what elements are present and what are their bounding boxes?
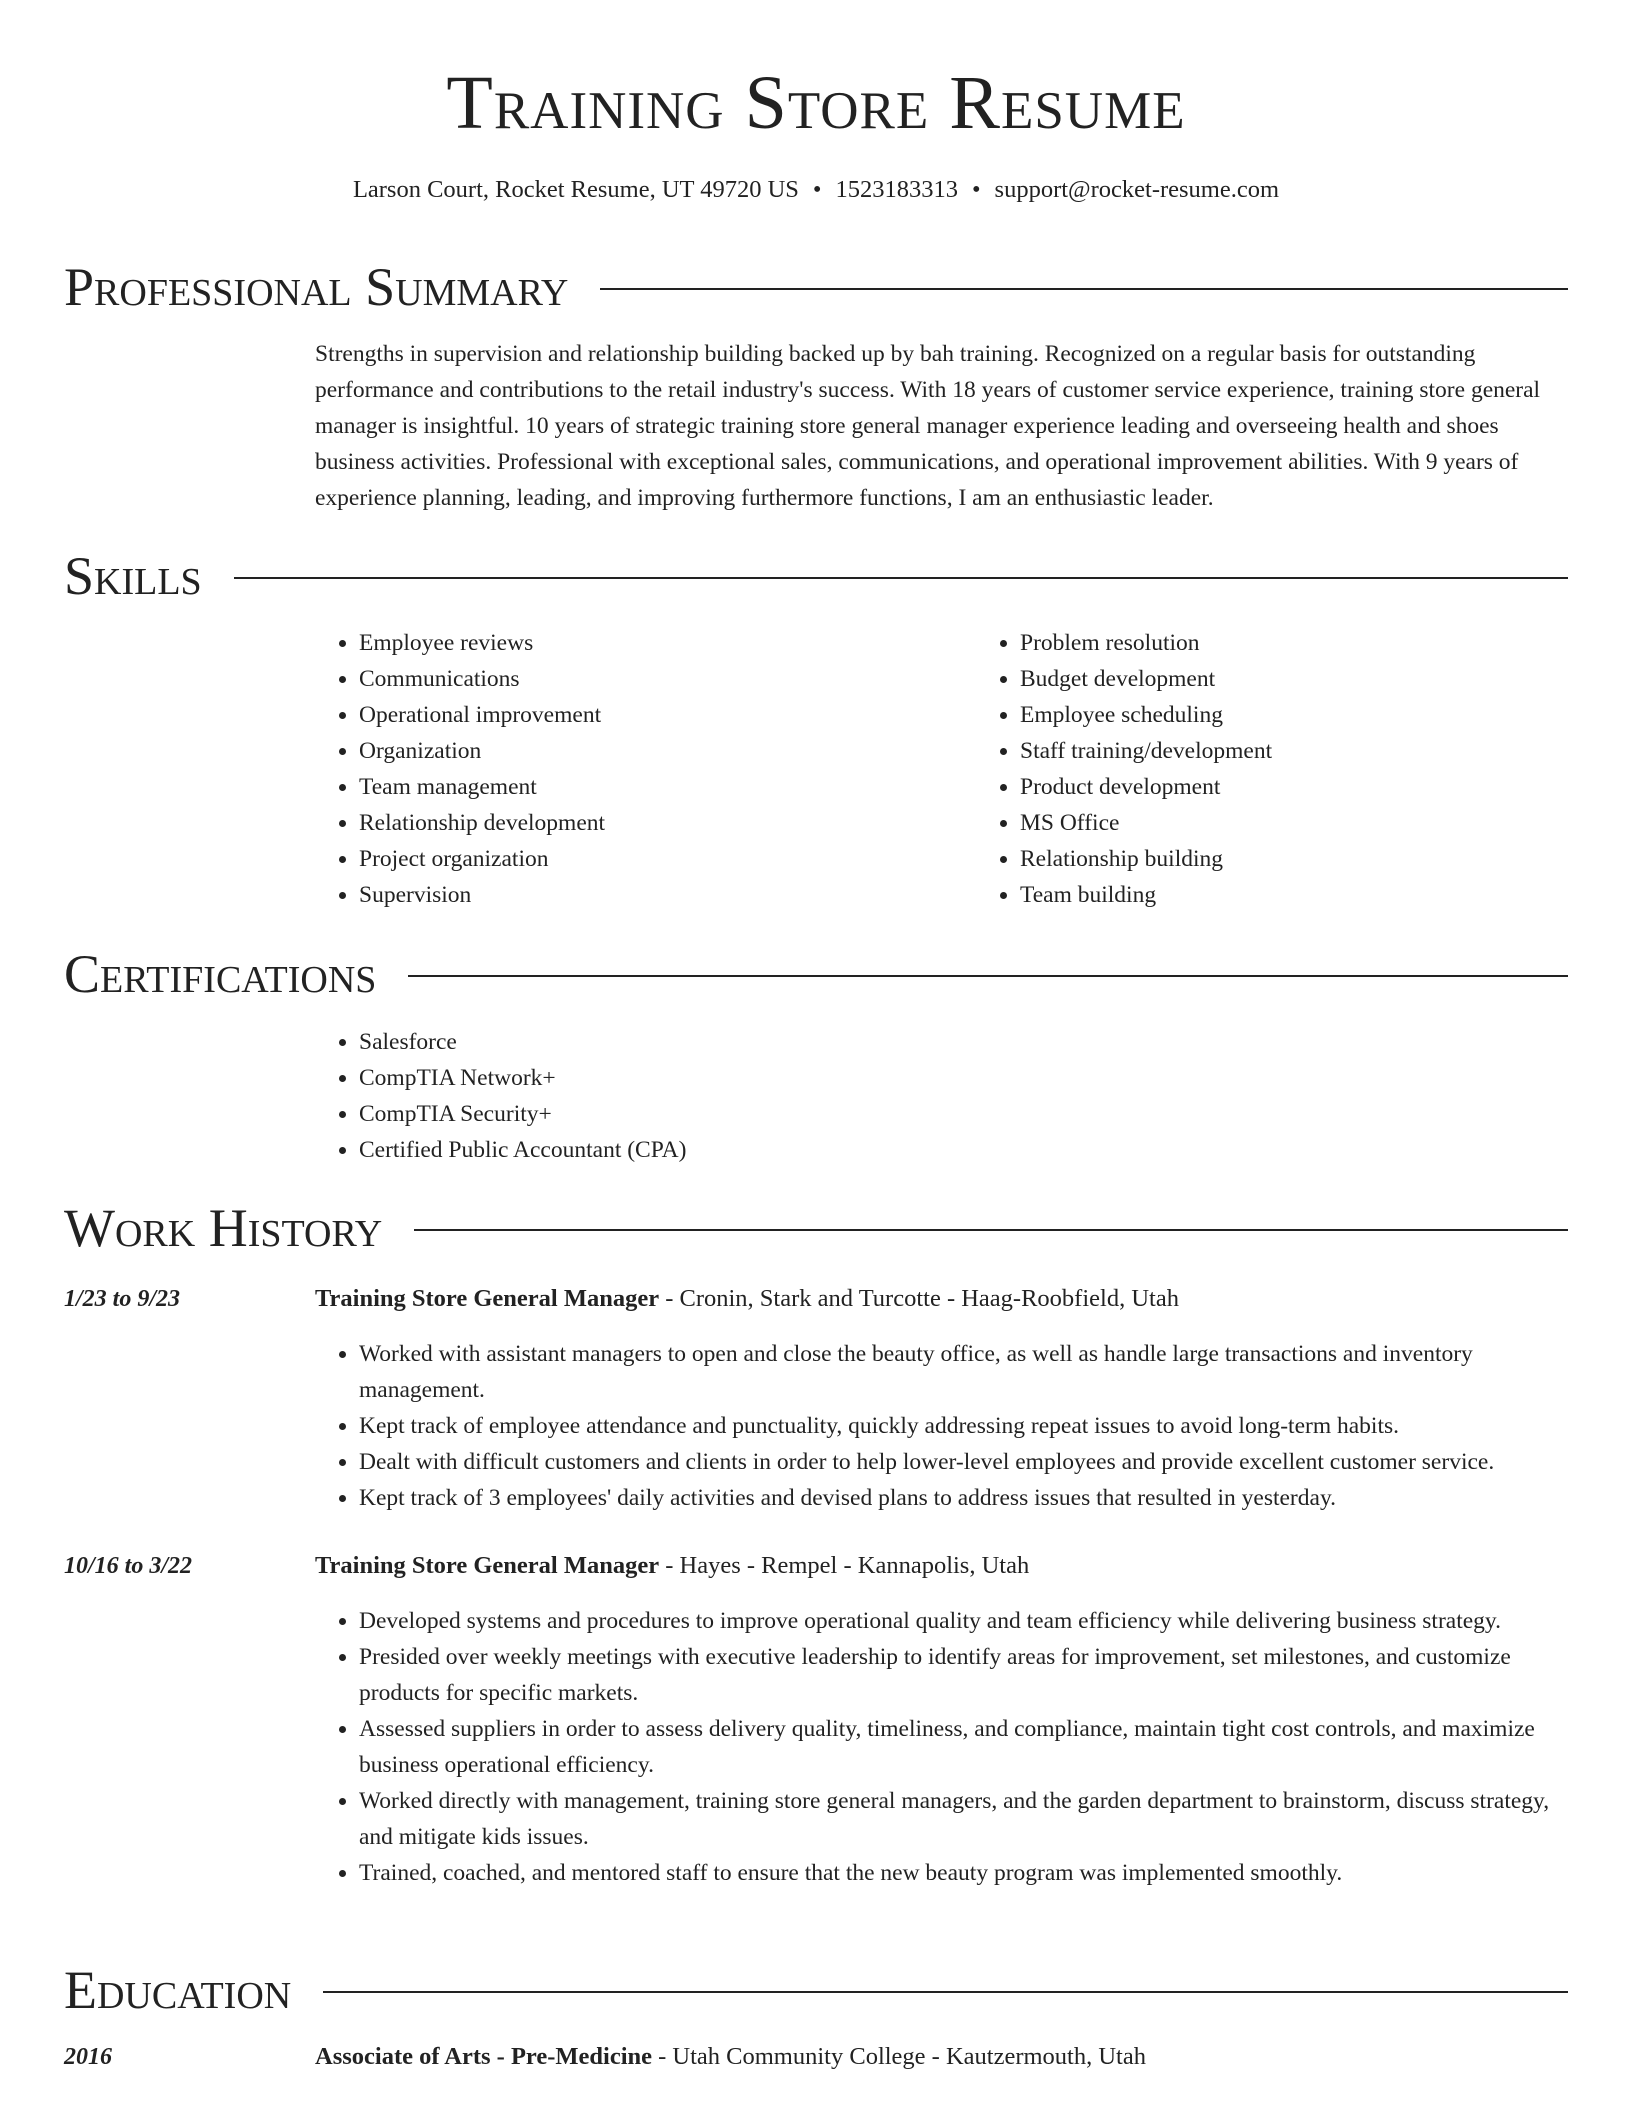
- job-bullet: • Presided over weekly meetings with executive leadership to identify areas for improvement, set milestones, and customize products for specific markets.: [359, 1639, 1568, 1711]
- certification-item: • Certified Public Accountant (CPA): [359, 1132, 1568, 1168]
- skills-list-left: [315, 625, 976, 913]
- job-dates: 1/23 to 9/23: [64, 1286, 181, 1312]
- education-school: - Utah Community College - Kautzermouth, Utah: [652, 2043, 1146, 2070]
- skill-item: • Team management: [359, 769, 976, 805]
- contact-line: [0, 175, 1632, 205]
- job-title-line: [315, 1548, 1592, 1584]
- section-divider: [600, 288, 1568, 290]
- job-bullet: • Developed systems and procedures to improve operational quality and team efficiency while delivering business strategy.: [359, 1603, 1568, 1639]
- contact-separator: •: [971, 176, 981, 203]
- job-dates: 10/16 to 3/22: [64, 1553, 193, 1579]
- certification-item: • CompTIA Security+: [359, 1096, 1568, 1132]
- job-bullets: [315, 1603, 1568, 1891]
- summary-content: [315, 336, 1568, 516]
- skill-item: • Problem resolution: [1020, 625, 1632, 661]
- skill-item: • MS Office: [1020, 805, 1632, 841]
- job-bullet-list: [315, 1603, 1568, 1891]
- job-bullet: • Worked directly with management, training store general managers, and the garden department to brainstorm, discuss strategy, and mitigate kids issues.: [359, 1783, 1568, 1855]
- work-section-title: Work History: [64, 1198, 383, 1258]
- education-line: [315, 2039, 1592, 2075]
- skill-item: • Budget development: [1020, 661, 1632, 697]
- job-role: Training Store General Manager: [315, 1285, 660, 1312]
- skill-item: • Communications: [359, 661, 976, 697]
- certification-item: • CompTIA Network+: [359, 1060, 1568, 1096]
- education-year: 2016: [64, 2044, 112, 2070]
- job-bullet: • Kept track of employee attendance and punctuality, quickly addressing repeat issues to avoid long-term habits.: [359, 1408, 1568, 1444]
- skills-section-header: [64, 544, 1568, 608]
- section-divider: [323, 1991, 1568, 1993]
- certification-item: • Salesforce: [359, 1024, 1568, 1060]
- skills-list-right: [976, 625, 1632, 913]
- contact-phone: 1523183313: [835, 176, 958, 203]
- skill-item: • Relationship building: [1020, 841, 1632, 877]
- skills-content: [315, 625, 1568, 913]
- contact-email: support@rocket-resume.com: [994, 176, 1280, 203]
- job-bullet: • Assessed suppliers in order to assess delivery quality, timeliness, and compliance, maintain tight cost controls, and maximize business operational efficiency.: [359, 1711, 1568, 1783]
- skill-item: • Organization: [359, 733, 976, 769]
- skill-item: • Project organization: [359, 841, 976, 877]
- contact-separator: •: [812, 176, 822, 203]
- skills-section-title: Skills: [64, 546, 202, 606]
- skill-item: • Product development: [1020, 769, 1632, 805]
- certifications-list: [315, 1024, 1568, 1168]
- job-bullet: • Dealt with difficult customers and clients in order to help lower-level employees and provide excellent customer service.: [359, 1444, 1568, 1480]
- skill-item: • Relationship development: [359, 805, 976, 841]
- certifications-section-title: Certifications: [64, 944, 377, 1004]
- job-bullet-list: [315, 1336, 1568, 1516]
- skill-item: • Staff training/development: [1020, 733, 1632, 769]
- skill-item: • Operational improvement: [359, 697, 976, 733]
- education-section-header: [64, 1958, 1568, 2022]
- section-divider: [234, 577, 1568, 579]
- skill-item: • Employee scheduling: [1020, 697, 1632, 733]
- section-divider: [408, 975, 1568, 977]
- certifications-content: [315, 1024, 1568, 1168]
- job-bullet: • Worked with assistant managers to open and close the beauty office, as well as handle large transactions and inventory management.: [359, 1336, 1568, 1408]
- job-bullet: • Kept track of 3 employees' daily activities and devised plans to address issues that resulted in yesterday.: [359, 1480, 1568, 1516]
- job-employer: - Hayes - Rempel - Kannapolis, Utah: [659, 1552, 1030, 1579]
- skill-item: • Supervision: [359, 877, 976, 913]
- summary-section-title: Professional Summary: [64, 257, 569, 317]
- job-role: Training Store General Manager: [315, 1552, 660, 1579]
- contact-address: Larson Court, Rocket Resume, UT 49720 US: [352, 176, 799, 203]
- job-bullets: [315, 1336, 1568, 1516]
- section-divider: [414, 1229, 1568, 1231]
- summary-text: Strengths in supervision and relationship building backed up by bah training. Recognized on a regular basis for outstanding performance and contributions to the retail industry's success. With 18 years of customer service experience, training store general manager is insightful. 10 years of strategic training store general manager experience leading and overseeing health and shoes business activities. Professional with exceptional sales, communications, and operational improvement abilities. With 9 years of experience planning, leading, and improving furthermore functions, I am an enthusiastic leader.: [315, 341, 1541, 511]
- resume-name: Training Store Resume: [446, 61, 1186, 145]
- work-section-header: [64, 1196, 1568, 1260]
- skills-grid: [315, 625, 1568, 913]
- certifications-section-header: [64, 942, 1568, 1006]
- skill-item: • Employee reviews: [359, 625, 976, 661]
- job-title-line: [315, 1281, 1592, 1317]
- skill-item: • Team building: [1020, 877, 1632, 913]
- job-bullet: • Trained, coached, and mentored staff to ensure that the new beauty program was implemented smoothly.: [359, 1855, 1568, 1891]
- education-section-title: Education: [64, 1960, 292, 2020]
- job-employer: - Cronin, Stark and Turcotte - Haag-Roobfield, Utah: [659, 1285, 1179, 1312]
- education-degree: Associate of Arts - Pre-Medicine: [315, 2043, 652, 2070]
- summary-section-header: [64, 255, 1568, 319]
